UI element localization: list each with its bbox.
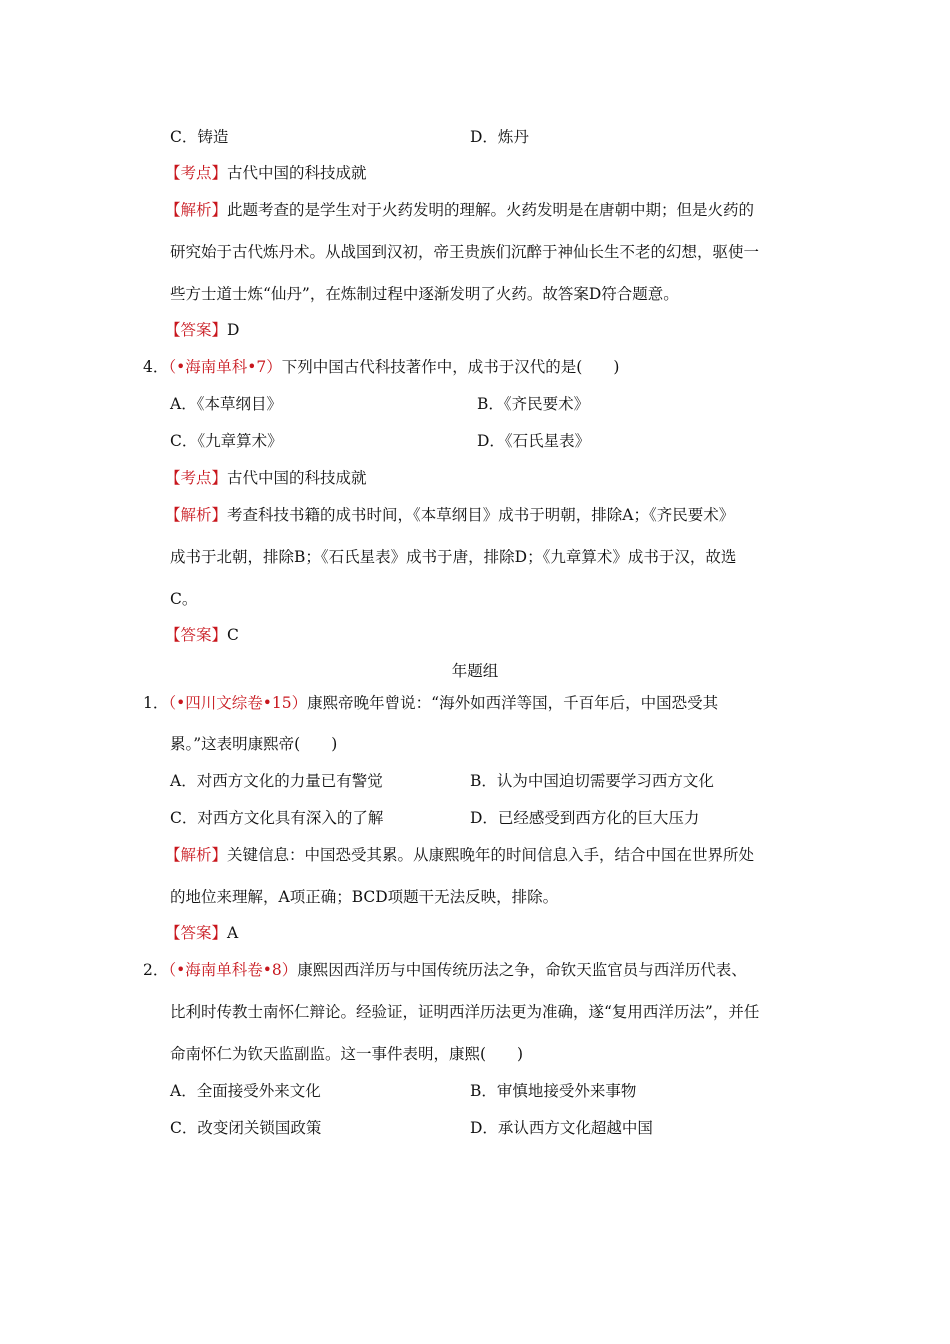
option-a: A．对西方文化的力量已有警觉 (170, 772, 383, 790)
jiexi-row (165, 844, 754, 866)
option-a: A．全面接受外来文化 (170, 1082, 321, 1100)
question-source: （•四川文综卷•15） (168, 694, 308, 712)
option-c: C．铸造 (170, 128, 229, 146)
daan-row (165, 922, 238, 944)
question-stem-line: 比利时传教士南怀仁辩论。经验证，证明西洋历法更为准确，遂“复用西洋历法”，并任 (170, 1003, 760, 1021)
daan-label: 【答案】 (165, 924, 228, 942)
question-stem-line: 命南怀仁为钦天监副监。这一事件表明，康熙( ) (170, 1045, 524, 1063)
daan-text: C (227, 626, 239, 644)
group-title: 年题组 (451, 662, 499, 680)
jiexi-line: 的地位来理解，A项正确；BCD项题干无法反映，排除。 (170, 888, 559, 906)
question-2 (143, 959, 747, 981)
question-1 (143, 692, 718, 714)
jiexi-label: 【解析】 (165, 846, 228, 864)
jiexi-label: 【解析】 (165, 506, 228, 524)
option-c: C．改变闭关锁国政策 (170, 1119, 322, 1137)
option-c: C．《九章算术》 (170, 432, 283, 450)
question-stem-line: 累。”这表明康熙帝( ) (170, 735, 338, 753)
kaodian-label: 【考点】 (165, 469, 228, 487)
jiexi-line: 此题考查的是学生对于火药发明的理解。火药发明是在唐朝中期；但是火药的 (227, 201, 755, 219)
daan-row (165, 624, 239, 646)
kaodian-row (165, 467, 367, 489)
question-stem: 康熙帝晚年曾说：“海外如西洋等国，千百年后，中国恐受其 (307, 694, 719, 712)
option-d: D．《石氏星表》 (477, 432, 591, 450)
jiexi-row (165, 504, 734, 526)
jiexi-line: C。 (170, 590, 198, 608)
daan-text: A (227, 924, 239, 942)
option-b: B．《齐民要术》 (477, 395, 590, 413)
option-a: A．《本草纲目》 (170, 395, 282, 413)
option-c: C．对西方文化具有深入的了解 (170, 809, 384, 827)
kaodian-text: 古代中国的科技成就 (227, 469, 367, 487)
question-number: 4． (143, 358, 169, 376)
question-source: （•海南单科卷•8） (168, 961, 298, 979)
question-number: 1． (143, 694, 169, 712)
question-stem: 下列中国古代科技著作中，成书于汉代的是( ) (281, 358, 620, 376)
kaodian-label: 【考点】 (165, 164, 228, 182)
daan-text: D (227, 321, 240, 339)
question-4 (143, 356, 619, 378)
option-b: B．认为中国迫切需要学习西方文化 (470, 772, 714, 790)
question-number: 2． (143, 961, 169, 979)
kaodian-row (165, 162, 367, 184)
option-d: D．已经感受到西方化的巨大压力 (470, 809, 700, 827)
jiexi-line: 些方士道士炼“仙丹”，在炼制过程中逐渐发明了火药。故答案D符合题意。 (170, 285, 679, 303)
daan-label: 【答案】 (165, 321, 228, 339)
question-stem: 康熙因西洋历与中国传统历法之争，命钦天监官员与西洋历代表、 (297, 961, 747, 979)
jiexi-line: 关键信息：中国恐受其累。从康熙晚年的时间信息入手，结合中国在世界所处 (227, 846, 755, 864)
option-d: D．炼丹 (470, 128, 529, 146)
question-source: （•海南单科•7） (168, 358, 282, 376)
jiexi-line: 成书于北朝，排除B；《石氏星表》成书于唐，排除D；《九章算术》成书于汉，故选 (170, 548, 737, 566)
kaodian-text: 古代中国的科技成就 (227, 164, 367, 182)
jiexi-row (165, 199, 754, 221)
jiexi-line: 考查科技书籍的成书时间，《本草纲目》成书于明朝，排除A；《齐民要术》 (227, 506, 735, 524)
jiexi-line: 研究始于古代炼丹术。从战国到汉初，帝王贵族们沉醉于神仙长生不老的幻想，驱使一 (170, 243, 760, 261)
jiexi-label: 【解析】 (165, 201, 228, 219)
daan-row (165, 319, 239, 341)
option-b: B．审慎地接受外来事物 (470, 1082, 637, 1100)
option-d: D．承认西方文化超越中国 (470, 1119, 653, 1137)
daan-label: 【答案】 (165, 626, 228, 644)
